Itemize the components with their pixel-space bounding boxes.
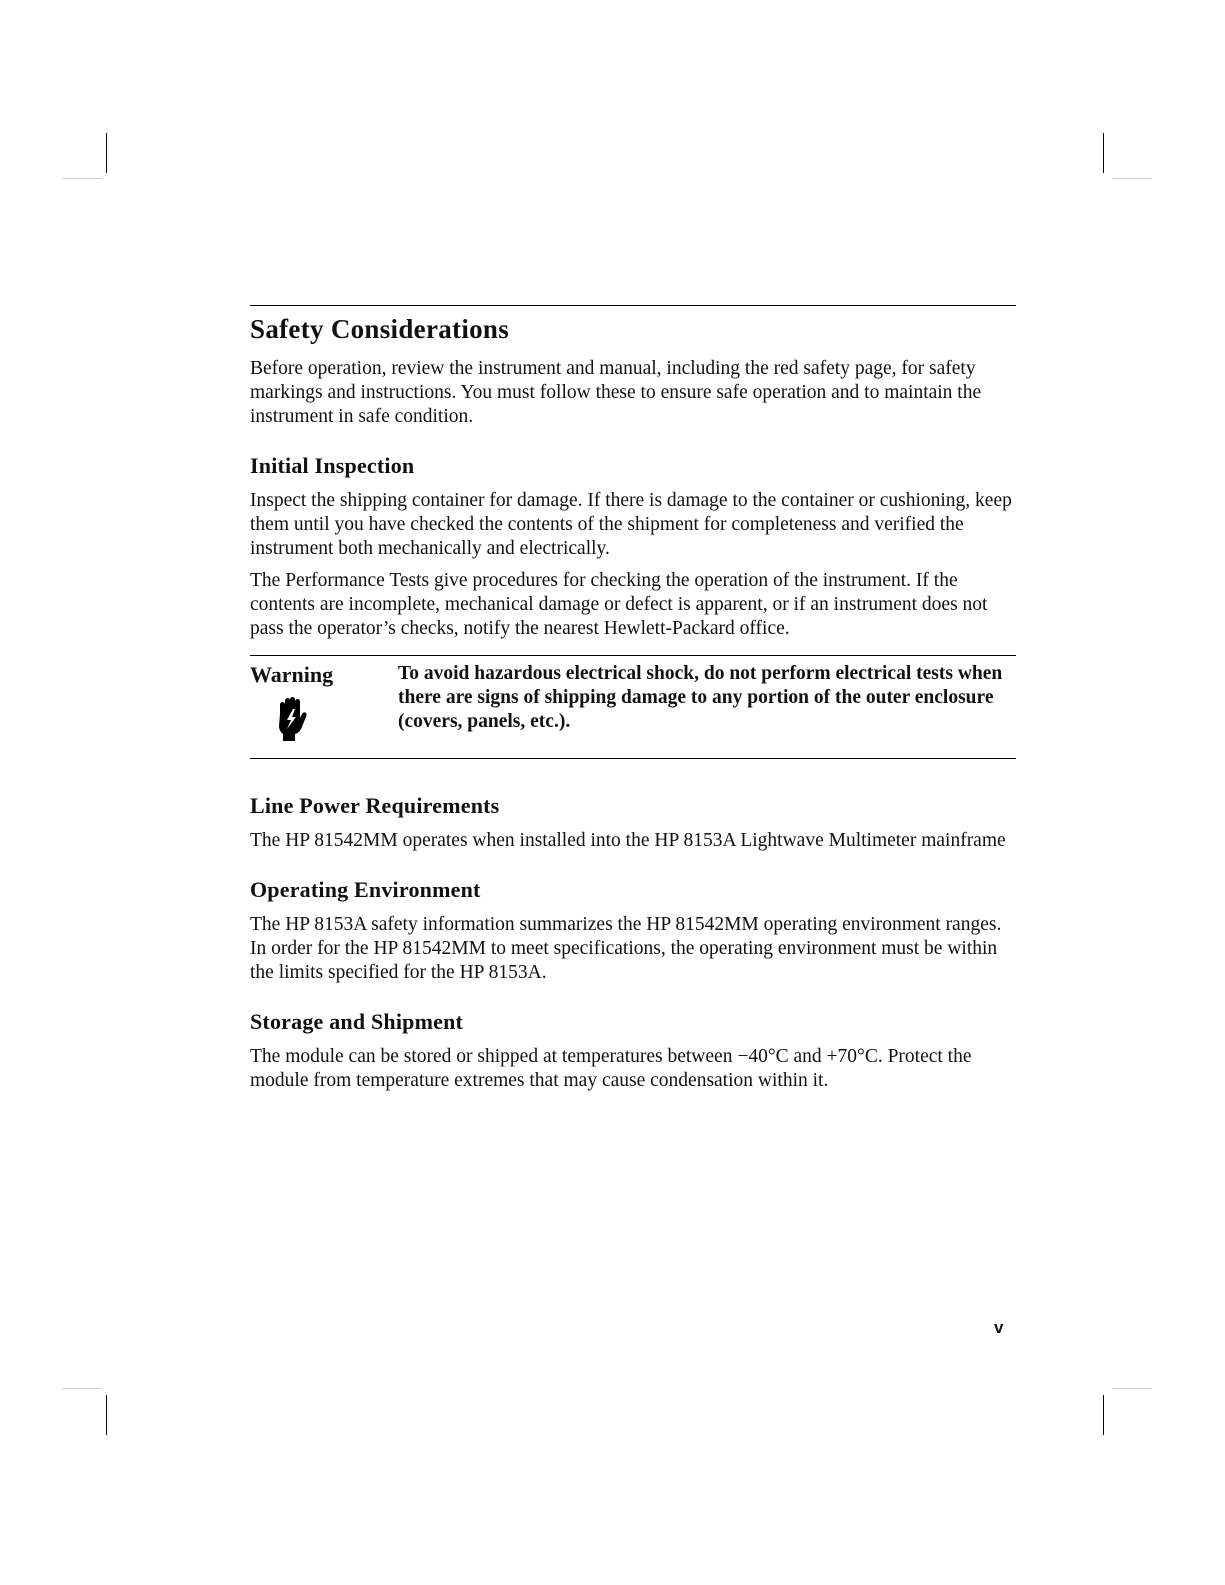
- warning-label-column: [250, 662, 398, 750]
- crop-mark-bottom-left: [106, 1395, 107, 1435]
- shock-hazard-hand-icon: [274, 696, 308, 742]
- operating-environment-heading: Operating Environment: [250, 877, 481, 902]
- operating-environment-body: The HP 8153A safety information summarizes the HP 81542MM operating environment ranges. In order for the HP 81542MM to meet specifications, the operating environment must be within the limits specified for the HP 8153A.: [250, 914, 1002, 983]
- page-title: Safety Considerations: [250, 314, 510, 344]
- crop-mark-top-left: [106, 133, 107, 173]
- crop-mark-top-right-h: [1112, 178, 1152, 179]
- initial-inspection-para-1: Inspect the shipping container for damage. If there is damage to the container or cushioning, keep them until you have checked the contents of the shipment for completeness and verified the instrument both mechanically and electrically.: [250, 490, 1012, 559]
- crop-mark-bottom-left-h: [62, 1388, 102, 1389]
- crop-mark-top-right: [1103, 133, 1104, 173]
- initial-inspection-para-2: The Performance Tests give procedures for checking the operation of the instrument. If the contents are incomplete, mechanical damage or defect is apparent, or if an instrument does not pass the operator’s checks, notify the nearest Hewlett-Packard office.: [250, 570, 988, 639]
- crop-mark-top-left-h: [62, 178, 102, 179]
- line-power-section: [250, 793, 1016, 853]
- storage-body: The module can be stored or shipped at temperatures between −40°C and +70°C. Protect the module from temperature extremes that may cause condensation within it.: [250, 1046, 972, 1091]
- storage-heading: Storage and Shipment: [250, 1009, 464, 1034]
- warning-label: Warning: [250, 662, 334, 687]
- safety-body: Before operation, review the instrument and manual, including the red safety page, for safety markings and instructions. You must follow these to ensure safe operation and to maintain the instrument in safe condition.: [250, 358, 982, 427]
- top-rule: [250, 305, 1016, 306]
- warning-box: [250, 655, 1016, 759]
- crop-mark-bottom-right: [1103, 1395, 1104, 1435]
- line-power-body: The HP 81542MM operates when installed into the HP 8153A Lightwave Multimeter mainframe: [250, 830, 1006, 851]
- operating-environment-section: [250, 877, 1016, 985]
- warning-text: To avoid hazardous electrical shock, do not perform electrical tests when there are signs of shipping damage to any portion of the outer enclosure (covers, panels, etc.).: [398, 663, 1003, 732]
- initial-inspection-heading: Initial Inspection: [250, 453, 415, 478]
- page-number: v: [994, 1318, 1004, 1337]
- storage-section: [250, 1009, 1016, 1093]
- page-content: [250, 305, 1016, 1093]
- initial-inspection-section: [250, 453, 1016, 641]
- crop-mark-bottom-right-h: [1112, 1388, 1152, 1389]
- line-power-heading: Line Power Requirements: [250, 793, 500, 818]
